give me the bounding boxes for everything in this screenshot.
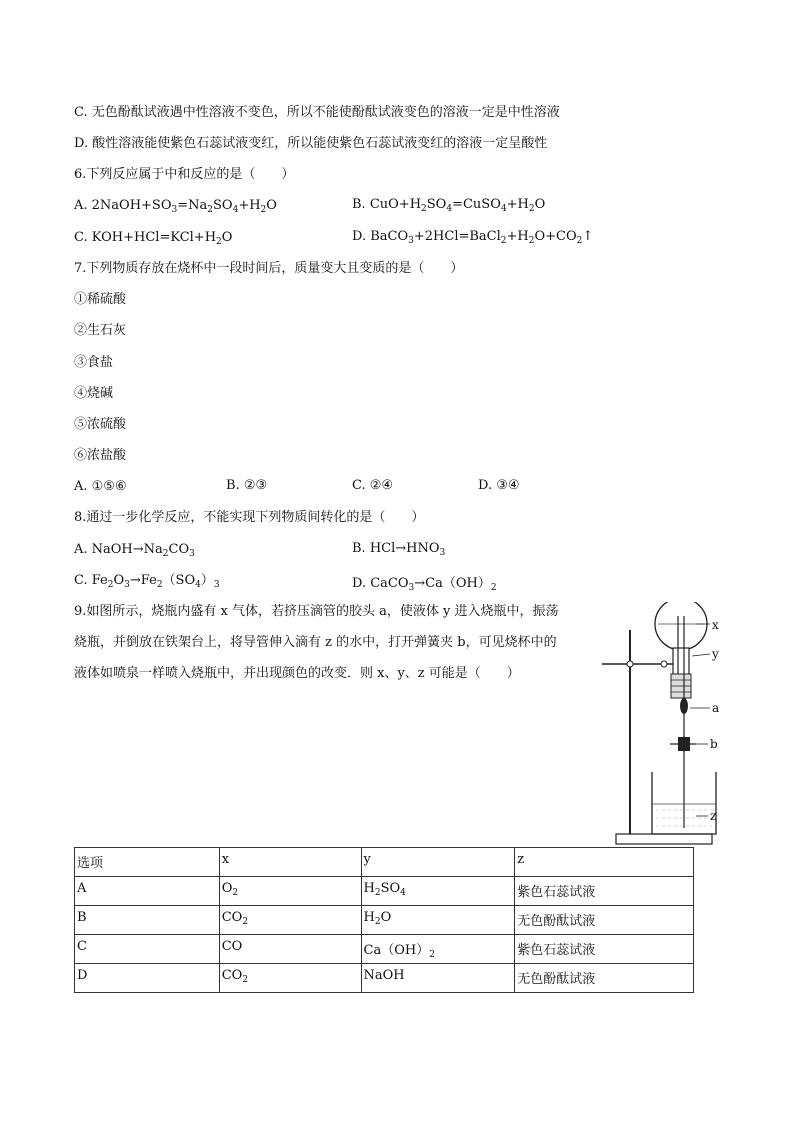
option-cell: D — [75, 964, 220, 993]
q7-item: ⑥浓盐酸 — [74, 448, 127, 463]
q7-item: ④烧碱 — [74, 386, 114, 401]
stand-base — [616, 834, 712, 844]
table-header-row — [75, 848, 694, 877]
header-cell: y — [361, 848, 515, 877]
header-cell: z — [515, 848, 694, 877]
q7-option-b: B. ②③ — [226, 478, 268, 493]
y-cell: NaOH — [361, 964, 515, 993]
q8-option-d: D. $CaCO_3\to Ca(OH)_2$ — [352, 576, 497, 593]
fountain-apparatus-figure — [598, 602, 728, 848]
x-cell: $CO_2$ — [219, 964, 361, 993]
label-z: z — [710, 809, 717, 823]
q7-item: ②生石灰 — [74, 323, 127, 338]
q9-stem-line-3: 液体如喷泉一样喷入烧瓶中，并出现颜色的改变．则 x、y、z 可能是（ ） — [74, 666, 520, 681]
q6-option-c: C. $KOH+HCl=KCl+H_2O$ — [74, 230, 233, 247]
q8-stem: 8.通过一步化学反应，不能实现下列物质间转化的是（ ） — [74, 510, 425, 525]
q5-option-c: C. 无色酚酞试液遇中性溶液不变色，所以不能使酚酞试液变色的溶液一定是中性溶液 — [74, 105, 560, 120]
label-a: a — [712, 701, 720, 715]
q8-option-c: C. $Fe_2O_3\to Fe_2(SO_4)_3$ — [74, 573, 220, 590]
option-cell: C — [75, 935, 220, 964]
z-cell: 无色酚酞试液 — [515, 964, 694, 993]
q7-item: ③食盐 — [74, 355, 114, 370]
y-cell: $H_2O$ — [361, 906, 515, 935]
table-row — [75, 964, 694, 993]
table-row — [75, 906, 694, 935]
clamp-knob — [627, 661, 633, 667]
dropper-bulb-a — [680, 698, 688, 714]
x-cell: CO — [219, 935, 361, 964]
q7-item: ①稀硫酸 — [74, 292, 127, 307]
x-cell: $O_2$ — [219, 877, 361, 906]
q6-option-b: B. $CuO+H_2SO_4=CuSO_4+H_2O$ — [352, 197, 546, 214]
flask-bulb — [655, 602, 707, 650]
table-row — [75, 877, 694, 906]
q7-option-c: C. ②④ — [352, 478, 394, 493]
q7-stem: 7.下列物质存放在烧杯中一段时间后，质量变大且变质的是（ ） — [74, 261, 464, 276]
q7-option-d: D. ③④ — [478, 478, 520, 493]
q8-option-a: A. $NaOH\to Na_2CO_3$ — [74, 542, 195, 559]
z-cell: 无色酚酞试液 — [515, 906, 694, 935]
y-cell: $Ca(OH)_2$ — [361, 935, 515, 964]
z-cell: 紫色石蕊试液 — [515, 935, 694, 964]
x-cell: $CO_2$ — [219, 906, 361, 935]
q9-stem-line-2: 烧瓶，并倒放在铁架台上，将导管伸入滴有 z 的水中，打开弹簧夹 b，可见烧杯中的 — [74, 635, 557, 650]
clamp-knob — [661, 661, 667, 667]
q6-stem: 6.下列反应属于中和反应的是（ ） — [74, 167, 295, 182]
q6-option-d: D. $BaCO_3+2HCl=BaCl_2+H_2O+CO_2↑$ — [352, 229, 594, 246]
q7-option-a: A. ①⑤⑥ — [74, 479, 127, 494]
q8-option-b: B. $HCl\to HNO_3$ — [352, 541, 446, 558]
header-cell: 选项 — [75, 848, 220, 877]
q7-item: ⑤浓硫酸 — [74, 417, 127, 432]
q6-option-a: A. $2NaOH+SO_3=Na_2SO_4+H_2O$ — [74, 198, 277, 215]
label-b: b — [710, 737, 718, 751]
y-cell: $H_2SO_4$ — [361, 877, 515, 906]
option-cell: A — [75, 877, 220, 906]
label-y: y — [712, 647, 719, 661]
option-cell: B — [75, 906, 220, 935]
options-table — [74, 847, 694, 993]
q9-stem-line-1: 9.如图所示，烧瓶内盛有 x 气体，若挤压滴管的胶头 a，使液体 y 进入烧瓶中，振荡 — [74, 604, 559, 619]
table-row — [75, 935, 694, 964]
q5-option-d: D. 酸性溶液能使紫色石蕊试液变红，所以能使紫色石蕊试液变红的溶液一定呈酸性 — [74, 136, 548, 151]
header-cell: x — [219, 848, 361, 877]
z-cell: 紫色石蕊试液 — [515, 877, 694, 906]
label-x: x — [712, 618, 719, 632]
